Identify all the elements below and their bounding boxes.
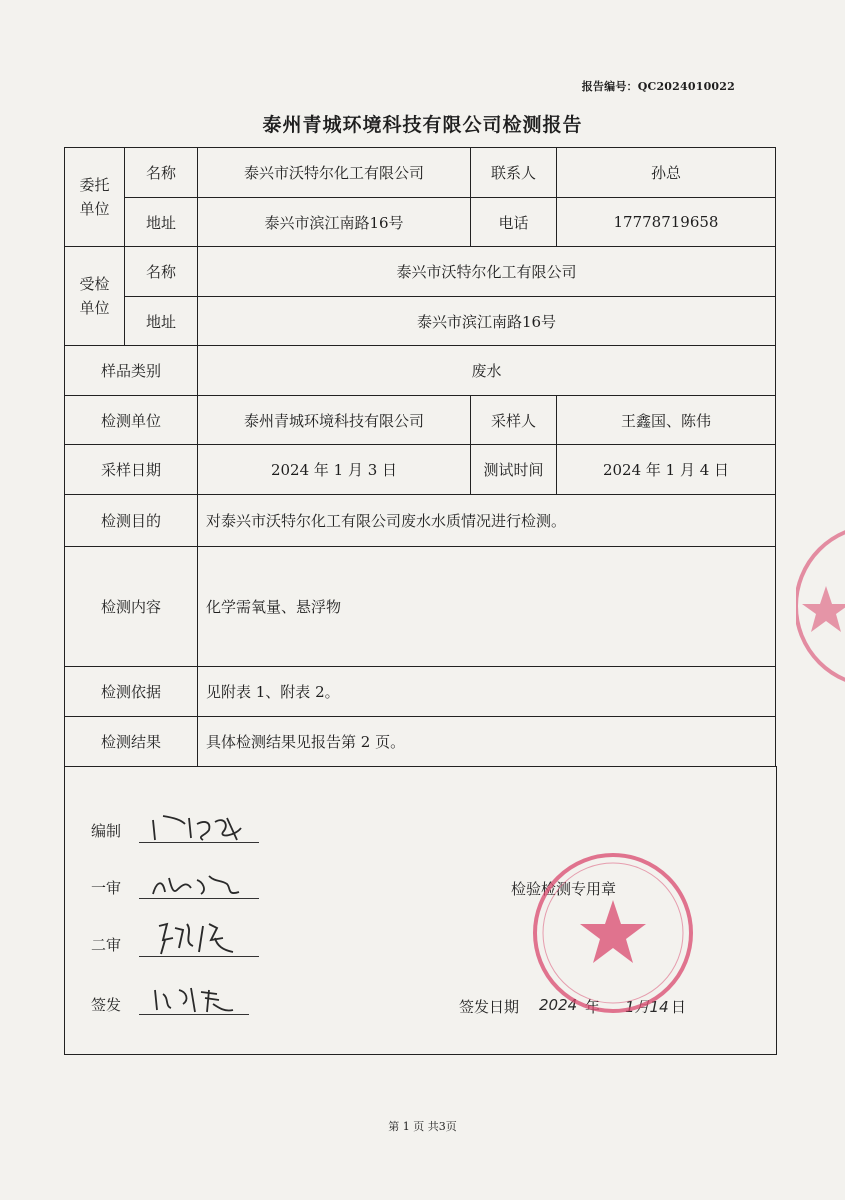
side-seal-fragment <box>796 518 845 693</box>
inspected-address-label: 地址 <box>125 297 198 346</box>
issue-date-year: 2024 <box>539 996 578 1014</box>
table-row <box>65 495 776 547</box>
compile-signature <box>145 810 255 844</box>
stamp-label: 检验检测专用章 <box>511 880 617 898</box>
inspected-group-label: 受检 单位 <box>65 247 125 346</box>
review2-label: 二审 <box>91 936 122 954</box>
review2-signature <box>153 918 253 958</box>
test-time: 2024 年 1 月 4 日 <box>557 445 776 495</box>
result-label: 检测结果 <box>65 717 198 767</box>
compile-label: 编制 <box>91 822 122 840</box>
test-time-label: 测试时间 <box>471 445 557 495</box>
purpose-label: 检测目的 <box>65 495 198 547</box>
basis-label: 检测依据 <box>65 667 198 717</box>
issue-signature <box>147 982 247 1018</box>
phone-label: 电话 <box>471 198 557 247</box>
inspected-name-label: 名称 <box>125 247 198 297</box>
table-row <box>65 667 776 717</box>
basis: 见附表 1、附表 2。 <box>198 667 776 717</box>
official-seal <box>528 848 698 1018</box>
table-row <box>65 148 776 198</box>
report-number: 报告编号：QC2024010022 <box>581 80 735 93</box>
testing-unit-label: 检测单位 <box>65 396 198 445</box>
issue-date-year-unit: 年 <box>585 998 601 1016</box>
table-row <box>65 297 776 346</box>
issue-date-label: 签发日期 <box>459 998 520 1016</box>
sampler-label: 采样人 <box>471 396 557 445</box>
client-address-label: 地址 <box>125 198 198 247</box>
client-name: 泰兴市沃特尔化工有限公司 <box>198 148 471 198</box>
sampler: 王鑫国、陈伟 <box>557 396 776 445</box>
inspected-address: 泰兴市滨江南路16号 <box>198 297 776 346</box>
table-row <box>65 346 776 396</box>
content: 化学需氧量、悬浮物 <box>198 547 776 667</box>
inspected-name: 泰兴市沃特尔化工有限公司 <box>198 247 776 297</box>
phone-value: 17778719658 <box>557 198 776 247</box>
table-row <box>65 547 776 667</box>
sampling-date-label: 采样日期 <box>65 445 198 495</box>
review1-label: 一审 <box>91 879 122 897</box>
table-row <box>65 247 776 297</box>
sample-type-label: 样品类别 <box>65 346 198 396</box>
sampling-date: 2024 年 1 月 3 日 <box>198 445 471 495</box>
issue-date-month-day: 1月14 <box>625 998 669 1016</box>
table-row <box>65 198 776 247</box>
report-title: 泰州青城环境科技有限公司检测报告 <box>262 114 583 136</box>
content-label: 检测内容 <box>65 547 198 667</box>
info-table <box>64 147 776 767</box>
client-group-label: 委托 单位 <box>65 148 125 247</box>
table-row <box>65 717 776 767</box>
table-row <box>65 445 776 495</box>
review1-signature <box>147 870 257 900</box>
table-row <box>65 396 776 445</box>
issue-date-day-unit: 日 <box>671 998 687 1016</box>
client-address: 泰兴市滨江南路16号 <box>198 198 471 247</box>
page-footer: 第 1 页 共3页 <box>388 1120 457 1133</box>
contact-value: 孙总 <box>557 148 776 198</box>
testing-unit: 泰州青城环境科技有限公司 <box>198 396 471 445</box>
sample-type: 废水 <box>198 346 776 396</box>
issue-label: 签发 <box>91 996 122 1014</box>
result: 具体检测结果见报告第 2 页。 <box>198 717 776 767</box>
contact-label: 联系人 <box>471 148 557 198</box>
purpose: 对泰兴市沃特尔化工有限公司废水水质情况进行检测。 <box>198 495 776 547</box>
client-name-label: 名称 <box>125 148 198 198</box>
